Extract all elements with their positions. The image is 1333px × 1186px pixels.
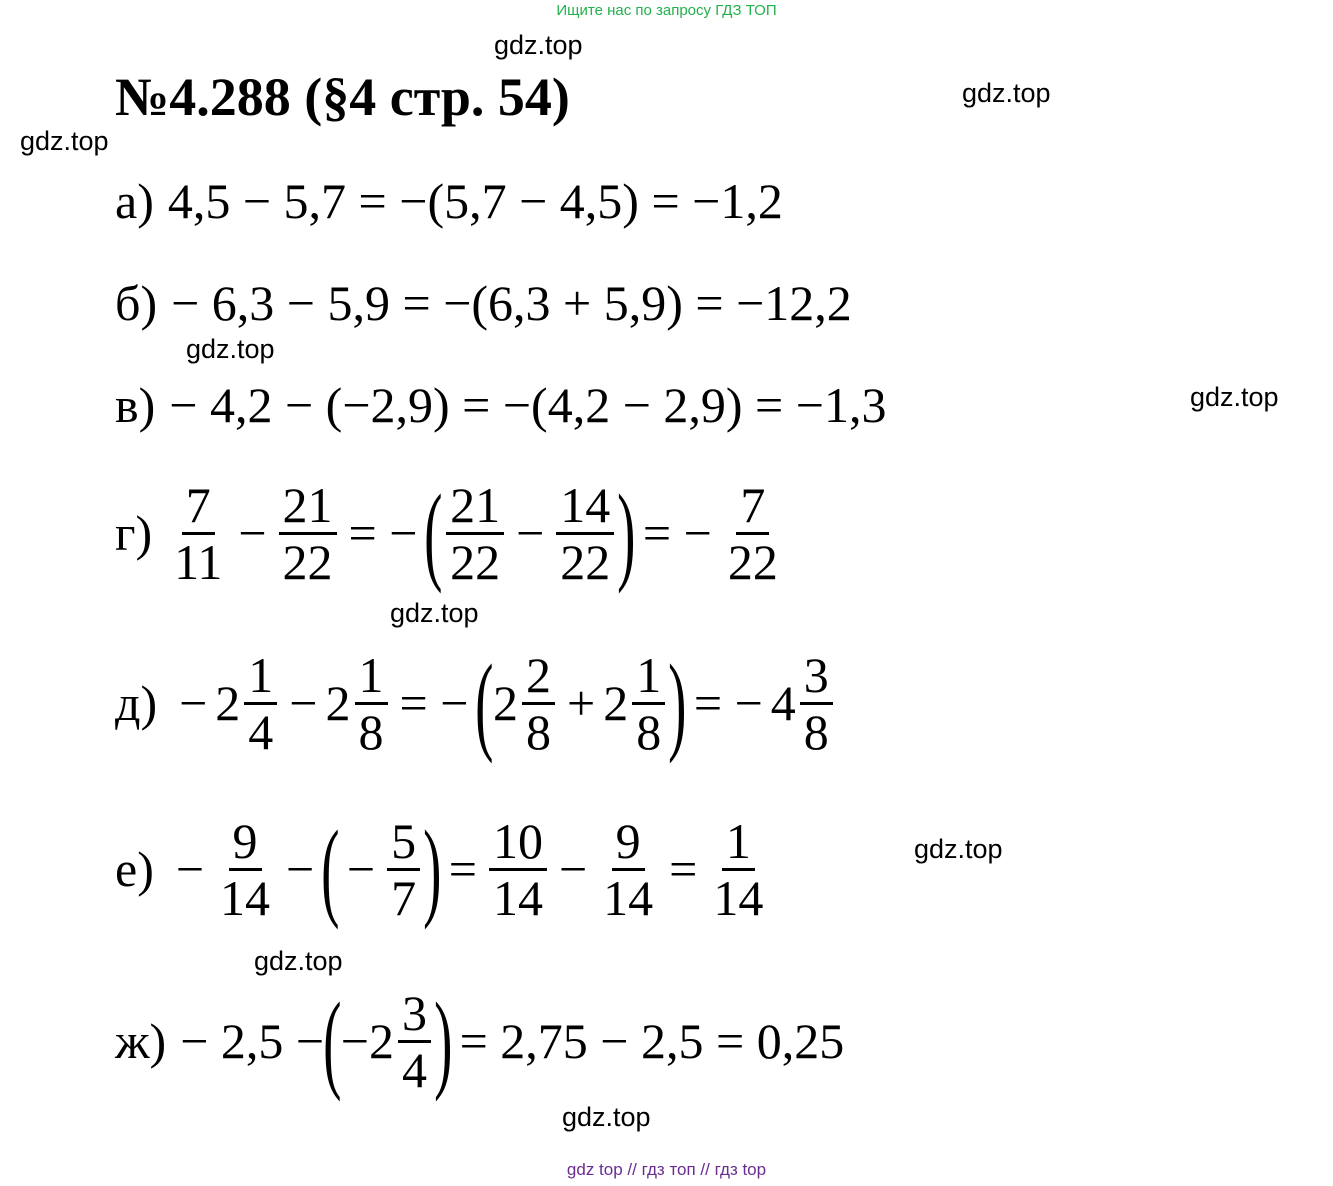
fraction: $\frac{3}{4}$ [398,988,431,1095]
watermark: gdz.top [390,598,479,628]
fraction: $\frac{10}{14}$ [489,816,547,923]
equation: − 4,2 − (−2,9) = −(4,2 − 2,9) = −1,3 [169,377,887,433]
fraction: $\frac{3}{8}$ [800,650,833,757]
fraction: $\frac{5}{7}$ [387,816,420,923]
watermark: gdz.top [254,946,343,976]
solution-line-v [115,377,887,433]
footer-links[interactable]: gdz top // гдз топ // гдз top [566,1160,767,1179]
fraction: $\frac{1}{4}$ [244,650,277,757]
line-label: б) [115,275,158,331]
fraction: $\frac{9}{14}$ [603,812,654,926]
solution-line-b [115,275,852,331]
watermark: gdz.top [186,334,275,364]
line-label: д) [115,675,158,731]
fraction: $\frac{1}{8}$ [632,650,665,757]
line-label: а) [115,173,154,229]
fraction: $\frac{7}{11}$ [174,476,223,590]
line-label: е) [115,841,154,897]
watermark: gdz.top [1190,382,1279,412]
fraction: $\frac{1}{14}$ [713,812,764,926]
fraction: $\frac{9}{14}$ [220,812,271,926]
solution-line-a [115,173,783,229]
fraction: $\frac{21}{22}$ [279,480,337,587]
fraction: $\frac{21}{22}$ [446,480,504,587]
solution-line-d: д) − 2 $\frac{1}{4}$ − 2 $\frac{1}{8}$ = − ( 2 $\frac{2}{8}$ + 2 $\frac{1}{8}$ ) = − 4 $\frac{3}{8}$ [115,648,837,758]
watermark: gdz.top [914,834,1003,864]
solution-line-e: е) − $\frac{9}{14}$ − ( − $\frac{5}{7}$ ) = $\frac{10}{14}$ − $\frac{9}{14}$ = $\frac{1}{14}$ [115,814,771,924]
solution-line-g: г) $\frac{7}{11}$ − $\frac{21}{22}$ = − ( $\frac{21}{22}$ − $\frac{14}{22}$ ) = − $\frac{7}{22}$ [115,478,786,588]
watermark: gdz.top [962,78,1051,108]
solution-line-zh: ж) − 2,5 − ( −2 $\frac{3}{4}$ ) = 2,75 − 2,5 = 0,25 [115,980,845,1102]
fraction: $\frac{14}{22}$ [556,480,614,587]
line-label: ж) [115,1013,167,1069]
line-label: в) [115,377,156,433]
equation: 4,5 − 5,7 = −(5,7 − 4,5) = −1,2 [167,173,783,229]
page-title: №4.288 (§4 стр. 54) [115,67,570,127]
watermark: gdz.top [494,30,583,60]
top-search-banner[interactable]: Ищите нас по запросу ГДЗ ТОП [556,2,777,19]
fraction: $\frac{1}{8}$ [355,650,388,757]
fraction: $\frac{2}{8}$ [522,650,555,757]
line-label: г) [115,505,153,561]
watermark: gdz.top [20,126,109,156]
equation: − 6,3 − 5,9 = −(6,3 + 5,9) = −12,2 [171,275,852,331]
fraction: $\frac{7}{22}$ [727,476,778,590]
watermark: gdz.top [562,1102,651,1132]
